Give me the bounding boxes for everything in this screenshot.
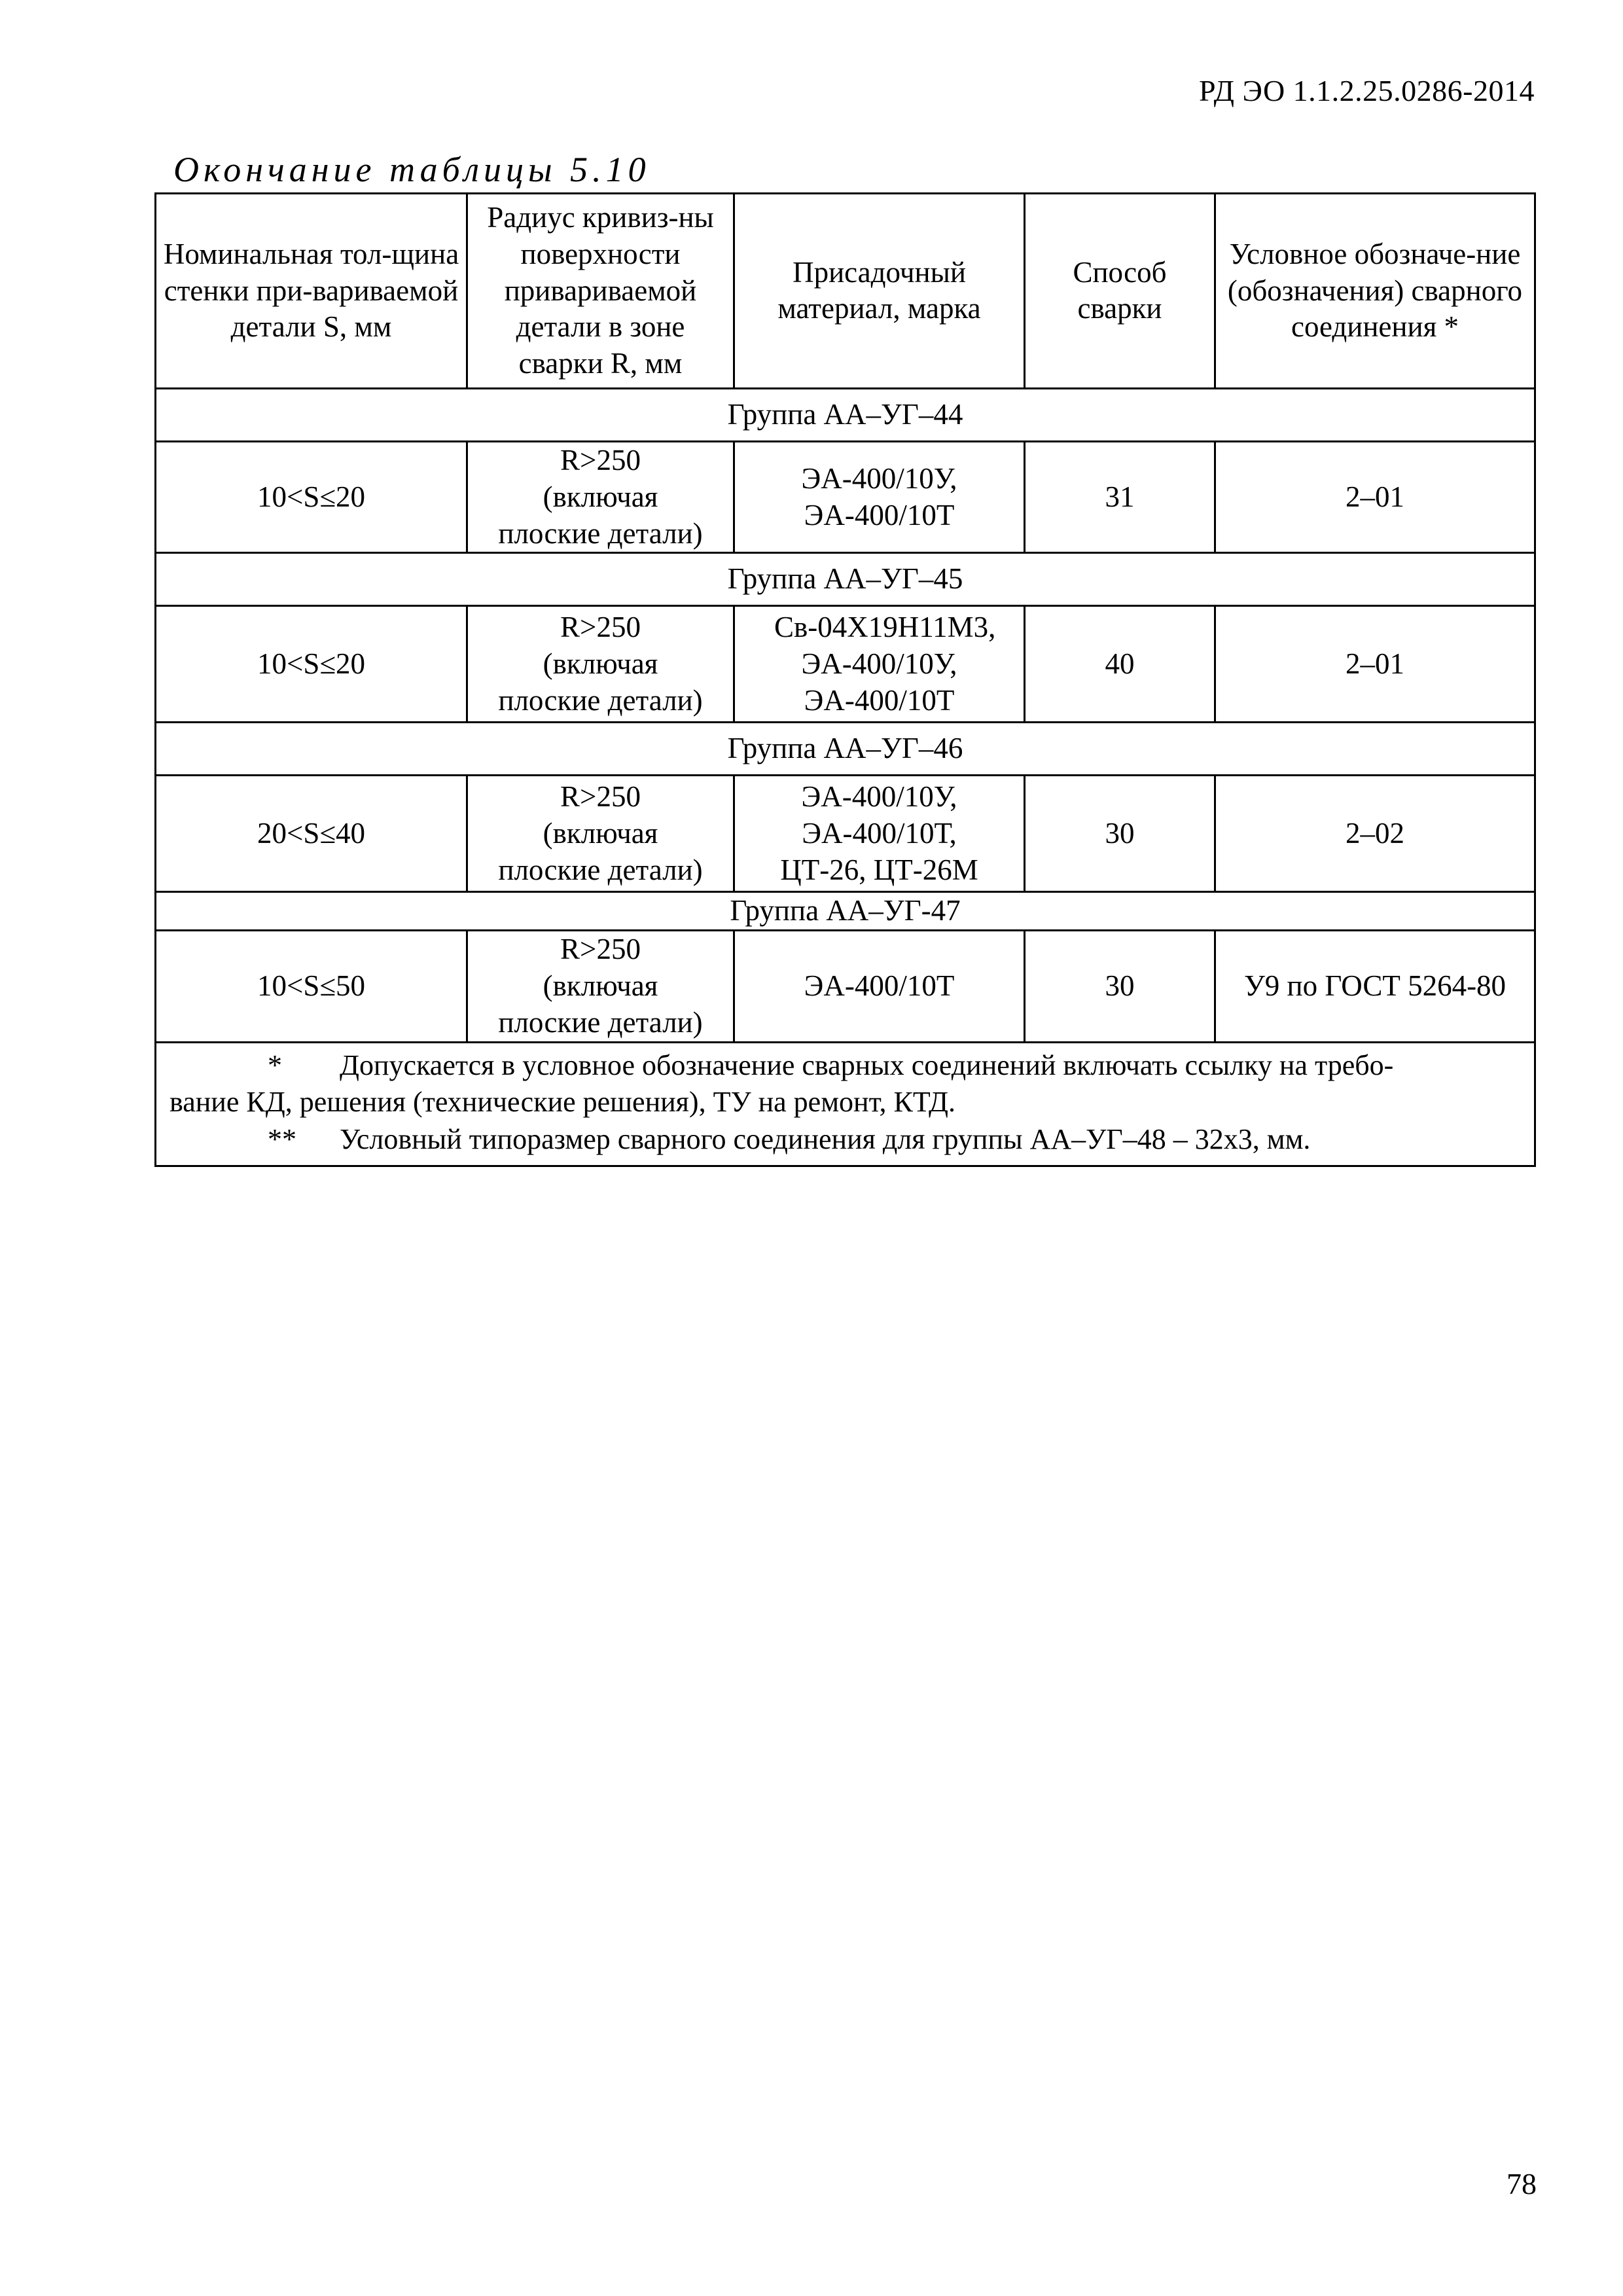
header-designation: Условное обозначе-ние (обозначения) сварного соединения * <box>1215 194 1535 389</box>
header-thickness: Номинальная тол-щина стенки при-вариваемой детали S, мм <box>156 194 467 389</box>
table-caption: Окончание таблицы 5.10 <box>173 150 651 189</box>
group-row-ug45 <box>156 553 1535 606</box>
cell-method: 40 <box>1025 606 1215 723</box>
cell-radius <box>467 441 734 552</box>
radius-note-1: (включая <box>543 816 658 850</box>
group-row-ug46 <box>156 723 1535 776</box>
notes-row <box>156 1042 1535 1166</box>
radius-note-2: плоские детали) <box>498 853 703 886</box>
radius-value: R>250 <box>560 611 641 644</box>
cell-designation: 2–01 <box>1215 441 1535 552</box>
cell-radius <box>467 776 734 892</box>
cell-method: 30 <box>1025 931 1215 1042</box>
header-radius: Радиус кривиз-ны поверхности привариваемой детали в зоне сварки R, мм <box>467 194 734 389</box>
group-title: Группа АА–УГ–46 <box>156 723 1535 776</box>
cell-filler: ЭА-400/10У, ЭА-400/10Т, ЦТ-26, ЦТ-26М <box>734 776 1025 892</box>
table-notes <box>156 1042 1535 1166</box>
note-2 <box>169 1121 1516 1158</box>
note-1-first-line <box>169 1047 1516 1085</box>
cell-filler: ЭА-400/10У, ЭА-400/10Т <box>734 441 1025 552</box>
page-number: 78 <box>1507 2167 1537 2200</box>
table-header-row <box>156 194 1535 389</box>
table-row <box>156 931 1535 1042</box>
cell-filler: ЭА-400/10Т <box>734 931 1025 1042</box>
note-2-mark: ** <box>268 1123 296 1156</box>
cell-thickness: 10<S≤50 <box>156 931 467 1042</box>
group-row-ug44 <box>156 388 1535 441</box>
cell-designation: 2–01 <box>1215 606 1535 723</box>
note-1-mark: * <box>268 1049 282 1081</box>
note-1-continuation: вание КД, решения (технические решения), ТУ на ремонт, КТД. <box>169 1086 955 1119</box>
group-title: Группа АА–УГ–44 <box>156 388 1535 441</box>
radius-note-2: плоские детали) <box>498 683 703 717</box>
cell-thickness: 10<S≤20 <box>156 606 467 723</box>
cell-thickness: 20<S≤40 <box>156 776 467 892</box>
header-method: Способ сварки <box>1025 194 1215 389</box>
radius-note-1: (включая <box>543 480 658 513</box>
cell-thickness: 10<S≤20 <box>156 441 467 552</box>
radius-note-2: плоские детали) <box>498 1005 703 1039</box>
group-title: Группа АА–УГ–45 <box>156 553 1535 606</box>
cell-method: 30 <box>1025 776 1215 892</box>
group-title: Группа АА–УГ-47 <box>156 892 1535 931</box>
cell-method: 31 <box>1025 441 1215 552</box>
radius-value: R>250 <box>560 933 641 966</box>
group-row-ug47 <box>156 892 1535 931</box>
table-row <box>156 441 1535 552</box>
cell-radius <box>467 606 734 723</box>
note-1-text: Допускается в условное обозначение сварных соединений включать ссылку на требо- <box>340 1049 1394 1081</box>
radius-value: R>250 <box>560 780 641 814</box>
table-row <box>156 606 1535 723</box>
welding-table <box>154 192 1536 1167</box>
note-2-text: Условный типоразмер сварного соединения для группы АА–УГ–48 – 32х3, мм. <box>340 1123 1311 1156</box>
radius-note-2: плоские детали) <box>498 516 703 550</box>
table-row <box>156 776 1535 892</box>
radius-note-1: (включая <box>543 647 658 680</box>
document-code: РД ЭО 1.1.2.25.0286-2014 <box>1199 74 1535 107</box>
cell-filler: Св-04Х19Н11М3, ЭА-400/10У, ЭА-400/10Т <box>734 606 1025 723</box>
cell-designation: 2–02 <box>1215 776 1535 892</box>
radius-note-1: (включая <box>543 969 658 1002</box>
cell-designation: У9 по ГОСТ 5264-80 <box>1215 931 1535 1042</box>
cell-radius <box>467 931 734 1042</box>
radius-value: R>250 <box>560 443 641 476</box>
header-filler: Присадочный материал, марка <box>734 194 1025 389</box>
